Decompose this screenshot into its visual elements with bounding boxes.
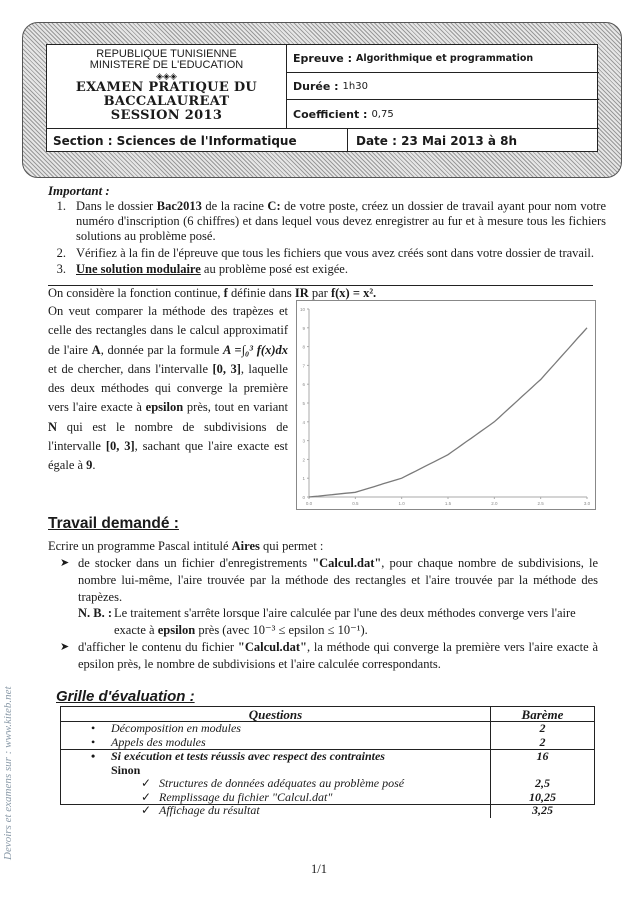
list-item: [36, 246, 606, 261]
y-tick-label: 5: [302, 401, 305, 406]
bullet-dot-icon: •: [91, 721, 96, 735]
note-text: Le traitement s'arrête lorsque l'aire calculée par l'une des deux méthodes converge vers l'aire exacte à epsilon près (avec 10⁻³ ≤ epsilon ≤ 10⁻¹).: [114, 606, 576, 638]
function-plot: [296, 300, 596, 510]
epreuve-value: Algorithmique et programmation: [355, 52, 534, 64]
y-tick-label: 10: [299, 307, 305, 312]
grille-title: Grille d'évaluation :: [56, 688, 195, 705]
y-tick-label: 0: [302, 495, 305, 500]
table-row: [61, 777, 594, 791]
section-label: Section : Sciences de l'Informatique: [53, 134, 297, 148]
row-score: 3,25: [532, 803, 553, 817]
item-number: 3.: [56, 261, 66, 276]
travail-intro: Ecrire un programme Pascal intitulé Aires qui permet :: [48, 539, 324, 553]
header-right: [287, 45, 599, 128]
item-text: Vérifiez à la fin de l'épreuve que tous les fichiers que vous avez créés sont dans votre dossier de travail.: [76, 245, 595, 260]
x-tick-label: 1.5: [444, 501, 452, 506]
row-question: Remplissage du fichier "Calcul.dat": [159, 789, 333, 804]
epreuve-label: Epreuve :: [293, 51, 352, 65]
x-tick-label: 2.5: [537, 501, 544, 506]
header-left: [47, 45, 287, 128]
y-tick-label: 2: [302, 457, 305, 463]
y-tick-label: 9: [302, 325, 305, 331]
note-block: [48, 605, 598, 639]
y-tick-label: 8: [302, 344, 305, 350]
check-icon: ✓: [141, 776, 152, 790]
travail-title: Travail demandé :: [48, 515, 179, 532]
exam-title-2: BACCALAUREAT: [103, 94, 230, 109]
row-question: Structures de données adéquates au problème posé: [159, 776, 405, 790]
duree-cell: [287, 73, 599, 101]
header-bottom: [47, 128, 599, 153]
item-text: Dans le dossier Bac2013 de la racine C: de votre poste, créez un dossier de travail ayant pour nom votre numéro d'inscription (6 chiffres) et dans lequel vous devez enregistrer au fur et à mesure tous les fichiers solutions au problème posé.: [76, 199, 607, 244]
bullet-dot-icon: •: [91, 749, 96, 763]
x-tick-label: 1.0: [398, 501, 405, 506]
important-title: Important :: [48, 183, 110, 198]
note-label: N. B. :: [78, 606, 113, 621]
republic-label: REPUBLIQUE TUNISIENNE: [96, 48, 237, 60]
y-tick-label: 4: [302, 419, 305, 425]
item-number: 2.: [56, 245, 66, 260]
epreuve-cell: [287, 45, 599, 73]
coef-label: Coefficient :: [293, 107, 368, 121]
series-line: [309, 328, 587, 497]
table-row: [61, 722, 594, 736]
check-icon: ✓: [141, 789, 152, 804]
x-tick-label: 0.0: [305, 501, 313, 506]
header-box: [46, 44, 598, 152]
exam-title-1: EXAMEN PRATIQUE DU: [75, 80, 258, 95]
table-header: [61, 707, 594, 722]
duree-value: 1h30: [342, 80, 368, 92]
diamond-ornament: ◈◈◈: [156, 71, 177, 81]
problem-description: On veut comparer la méthode des trapèzes et celle des rectangles dans le calcul approximatif de l'aire A, donnée par la formule A =∫₀³ f(x)dx et de chercher, dans l'intervalle [0, 3], laquelle des deux méthodes qui converge la première vers l'aire exacte à epsilon près, tout en variant N qui est le nombre de subdivisions de l'intervalle [0, 3], sachant que l'aire exacte est égale à 9.: [48, 304, 289, 473]
row-question: Appels des modules: [111, 734, 206, 749]
arrow-bullet-icon: ➤: [60, 556, 70, 569]
header-questions: Questions: [61, 707, 491, 721]
row-score: [491, 764, 594, 778]
row-score: 2,5: [535, 776, 550, 790]
exam-title-3: SESSION 2013: [110, 108, 223, 123]
item-text: de stocker dans un fichier d'enregistrements "Calcul.dat", pour chaque nombre de subdivisions, le nombre lui-même, l'aire trouvée par la méthode des rectangles et l'aire trouvée par la méthode des trapèzes.: [78, 556, 598, 604]
y-tick-label: 1: [302, 476, 305, 482]
x-tick-label: 2.0: [491, 501, 498, 506]
list-item: [48, 639, 598, 673]
important-list: [36, 199, 606, 278]
row-question: Si exécution et tests réussis avec respect des contraintes: [111, 749, 385, 763]
table-row: [61, 736, 594, 750]
table-row: [61, 749, 594, 764]
list-item: [48, 555, 598, 605]
date-label: Date : 23 Mai 2013 à 8h: [347, 129, 599, 152]
row-question: Décomposition en modules: [111, 721, 241, 735]
arrow-bullet-icon: ➤: [60, 639, 70, 653]
y-tick-label: 6: [302, 382, 305, 388]
table-row: [61, 804, 594, 818]
row-question: Affichage du résultat: [159, 803, 260, 817]
item-number: 1.: [56, 199, 66, 213]
row-score: 16: [536, 749, 549, 763]
task-list: [48, 555, 598, 673]
coef-value: 0,75: [371, 108, 394, 120]
check-icon: ✓: [141, 803, 152, 817]
y-tick-label: 7: [302, 363, 305, 369]
list-item: [36, 199, 606, 245]
bullet-dot-icon: •: [91, 734, 96, 749]
coef-cell: [287, 100, 599, 128]
table-row: [61, 791, 594, 805]
x-tick-label: 0.5: [352, 501, 359, 506]
row-score: 2: [539, 721, 546, 735]
item-text: Une solution modulaire au problème posé est exigée.: [76, 261, 348, 276]
list-item: [36, 262, 606, 277]
watermark: Devoirs et examens sur : www.kiteb.net: [2, 686, 14, 860]
x-tick-label: 3.0: [583, 501, 591, 506]
item-text: d'afficher le contenu du fichier "Calcul.dat", la méthode qui converge la première vers l'aire exacte à epsilon près, le nombre de subdivisions et l'aire calculée correspondants.: [78, 639, 598, 671]
page-number: 1/1: [311, 862, 327, 876]
row-score: 2: [539, 734, 546, 749]
plot-svg: [297, 301, 595, 509]
header-bareme: Barème: [521, 707, 564, 722]
table-row: [61, 764, 594, 778]
row-question: Sinon: [61, 764, 491, 778]
duree-label: Durée :: [293, 79, 339, 93]
row-score: 10,25: [529, 789, 556, 804]
y-tick-label: 3: [302, 438, 305, 444]
ministry-label: MINISTERE DE L'EDUCATION: [89, 59, 244, 71]
grading-table: [60, 706, 595, 817]
function-definition: On considère la fonction continue, f définie dans IR par f(x) = x².: [48, 286, 377, 300]
